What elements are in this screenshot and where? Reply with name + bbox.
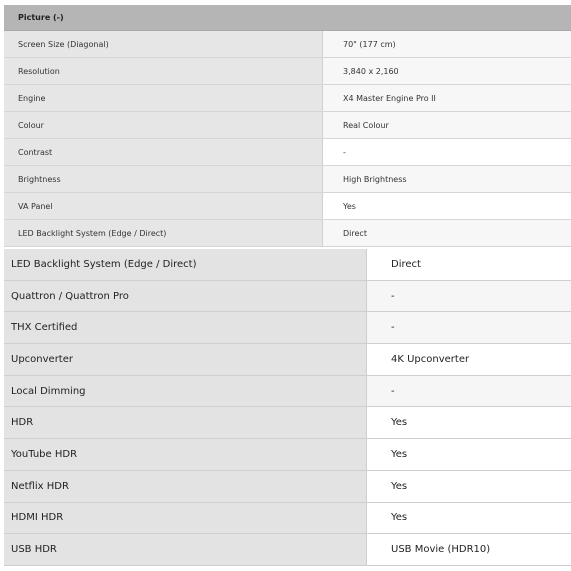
spec-value: - <box>367 376 571 407</box>
spec-row <box>4 439 571 471</box>
spec-label: Resolution <box>4 58 323 84</box>
spec-label: Colour <box>4 112 323 138</box>
spec-label: Contrast <box>4 139 323 165</box>
spec-value: - <box>367 281 571 312</box>
spec-label: Brightness <box>4 166 323 192</box>
spec-label: Local Dimming <box>4 376 367 407</box>
spec-row <box>4 471 571 503</box>
spec-label: Quattron / Quattron Pro <box>4 281 367 312</box>
spec-label: LED Backlight System (Edge / Direct) <box>4 249 367 280</box>
spec-row <box>4 112 571 139</box>
spec-row <box>4 139 571 166</box>
spec-row <box>4 376 571 408</box>
spec-row <box>4 344 571 376</box>
spec-value: - <box>323 139 571 165</box>
spec-row <box>4 166 571 193</box>
spec-label: Upconverter <box>4 344 367 375</box>
spec-row <box>4 31 571 58</box>
spec-label: THX Certified <box>4 312 367 343</box>
picture-spec-table <box>4 5 571 247</box>
spec-row <box>4 220 571 247</box>
backlight-spec-table <box>4 249 571 566</box>
spec-value: X4 Master Engine Pro II <box>323 85 571 111</box>
spec-value: - <box>367 312 571 343</box>
picture-section-header: Picture (-) <box>4 5 571 31</box>
spec-label: Screen Size (Diagonal) <box>4 31 323 57</box>
spec-value: 3,840 x 2,160 <box>323 58 571 84</box>
spec-value: Direct <box>323 220 571 246</box>
spec-label: USB HDR <box>4 534 367 565</box>
spec-label: Engine <box>4 85 323 111</box>
spec-value: Yes <box>367 407 571 438</box>
spec-row <box>4 503 571 535</box>
spec-row <box>4 58 571 85</box>
spec-row <box>4 249 571 281</box>
spec-value: Yes <box>367 439 571 470</box>
spec-label: HDR <box>4 407 367 438</box>
spec-value: High Brightness <box>323 166 571 192</box>
spec-row <box>4 407 571 439</box>
spec-value: Direct <box>367 249 571 280</box>
spec-value: USB Movie (HDR10) <box>367 534 571 565</box>
spec-row <box>4 193 571 220</box>
spec-label: LED Backlight System (Edge / Direct) <box>4 220 323 246</box>
spec-value: 4K Upconverter <box>367 344 571 375</box>
spec-row <box>4 85 571 112</box>
spec-row <box>4 312 571 344</box>
spec-value: Yes <box>367 503 571 534</box>
spec-row <box>4 534 571 566</box>
spec-value: Real Colour <box>323 112 571 138</box>
spec-label: VA Panel <box>4 193 323 219</box>
spec-label: YouTube HDR <box>4 439 367 470</box>
spec-value: Yes <box>367 471 571 502</box>
spec-value: Yes <box>323 193 571 219</box>
spec-label: HDMI HDR <box>4 503 367 534</box>
spec-row <box>4 281 571 313</box>
spec-label: Netflix HDR <box>4 471 367 502</box>
spec-value: 70" (177 cm) <box>323 31 571 57</box>
